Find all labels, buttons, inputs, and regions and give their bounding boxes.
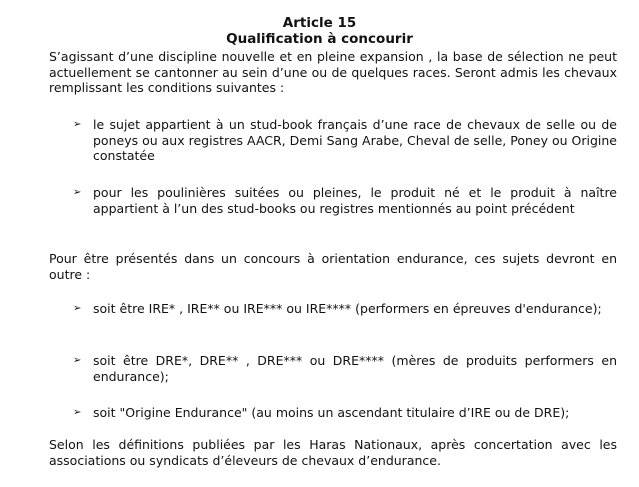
arrow-bullet-icon: ➢ — [73, 303, 82, 314]
condition-text: le sujet appartient à un stud-book français d’une race de chevaux de selle ou de poneys ou aux registres AACR, Demi Sang Arabe, Cheval de selle, Poney ou Origine constatée — [93, 117, 617, 163]
arrow-bullet-icon: ➢ — [73, 407, 82, 418]
requirement-text: soit être IRE* , IRE** ou IRE*** ou IRE**** (performers en épreuves d'endurance); — [93, 301, 602, 316]
requirement-text: soit être DRE*, DRE** , DRE*** ou DRE**** (mères de produits performers en endurance); — [93, 353, 617, 384]
condition-text: pour les poulinières suitées ou pleines, le produit né et le produit à naître appartient à l’un des stud-books ou registres mentionnés au point précédent — [93, 185, 617, 216]
arrow-bullet-icon: ➢ — [73, 355, 82, 366]
arrow-bullet-icon: ➢ — [73, 187, 82, 198]
article-number: Article 15 — [282, 15, 357, 31]
closing-paragraph: Selon les définitions publiées par les Haras Nationaux, après concertation avec les associations ou syndicats d’éleveurs de chevaux d’endurance. — [49, 437, 617, 468]
intro-paragraph: S’agissant d’une discipline nouvelle et en pleine expansion , la base de sélection ne peut actuellement se cantonner au sein d’une ou de quelques races. Seront admis les chevaux remplissant les conditions suivantes : — [49, 49, 617, 95]
arrow-bullet-icon: ➢ — [73, 119, 82, 130]
requirement-text: soit "Origine Endurance" (au moins un ascendant titulaire d’IRE ou de DRE); — [93, 405, 570, 420]
article-title: Qualification à concourir — [226, 31, 413, 47]
requirements-intro-paragraph: Pour être présentés dans un concours à orientation endurance, ces sujets devront en outre : — [49, 251, 617, 282]
